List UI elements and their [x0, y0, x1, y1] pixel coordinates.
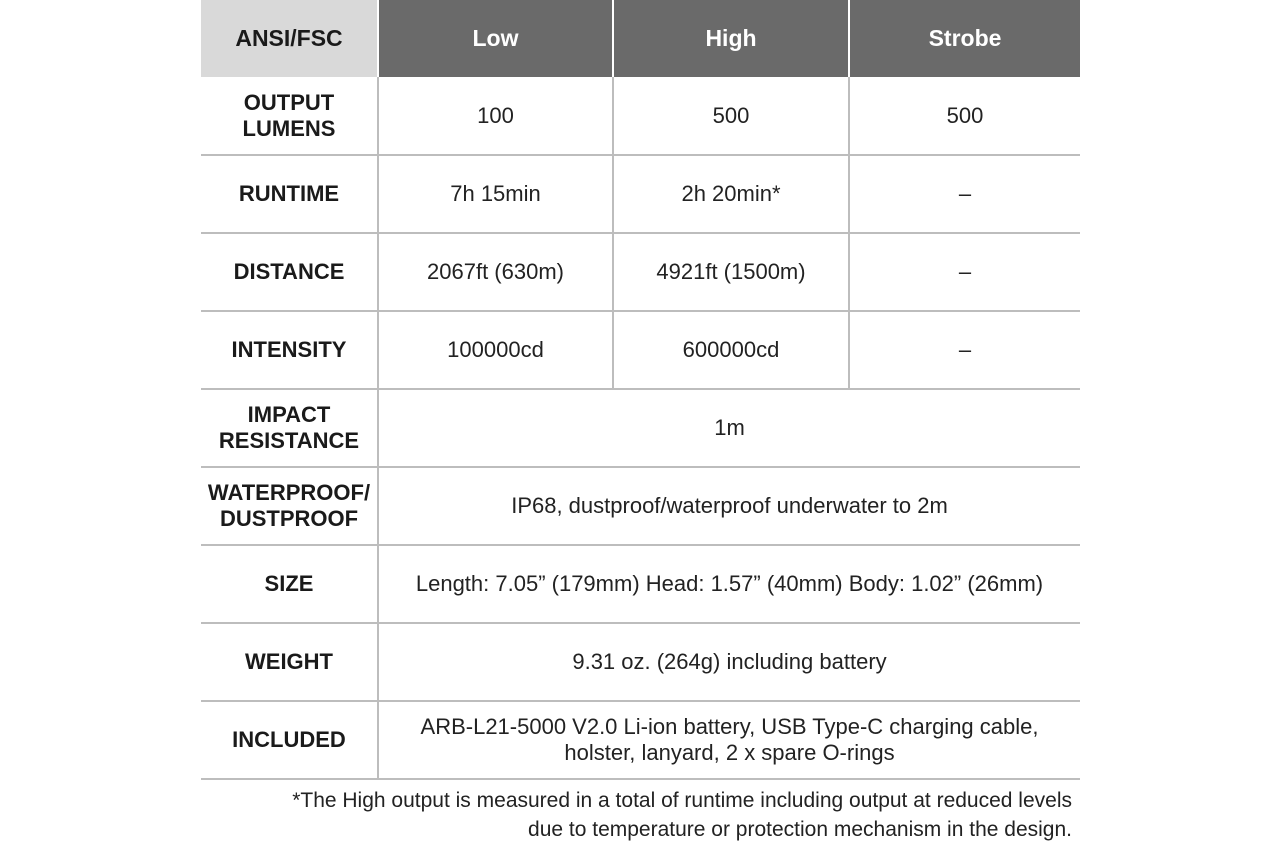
cell-low: 100000cd	[378, 311, 613, 389]
cell-low: 7h 15min	[378, 155, 613, 233]
row-runtime	[201, 155, 1080, 233]
row-label: WEIGHT	[201, 623, 378, 701]
row-label	[201, 77, 378, 155]
header-row	[201, 0, 1080, 77]
row-label: INCLUDED	[201, 701, 378, 779]
cell-low: 100	[378, 77, 613, 155]
cell-high: 600000cd	[613, 311, 849, 389]
row-output-lumens	[201, 77, 1080, 155]
cell-value: IP68, dustproof/waterproof underwater to 2m	[378, 467, 1080, 545]
cell-value	[378, 701, 1080, 779]
cell-value-line: ARB-L21-5000 V2.0 Li-ion battery, USB Type-C charging cable,	[420, 714, 1039, 739]
cell-strobe: 500	[849, 77, 1080, 155]
row-intensity	[201, 311, 1080, 389]
header-mode-low: Low	[378, 0, 613, 77]
footnote-line: *The High output is measured in a total of runtime including output at reduced levels	[292, 789, 1072, 812]
row-label-line: WATERPROOF/	[207, 480, 371, 505]
footnote-line: due to temperature or protection mechanism in the design.	[528, 818, 1072, 841]
row-label-line: IMPACT	[247, 402, 331, 427]
cell-value: 9.31 oz. (264g) including battery	[378, 623, 1080, 701]
cell-strobe: –	[849, 155, 1080, 233]
row-distance	[201, 233, 1080, 311]
row-label: RUNTIME	[201, 155, 378, 233]
row-included	[201, 701, 1080, 779]
cell-value: Length: 7.05” (179mm) Head: 1.57” (40mm) Body: 1.02” (26mm)	[378, 545, 1080, 623]
cell-high: 4921ft (1500m)	[613, 233, 849, 311]
row-label	[201, 389, 378, 467]
row-weight	[201, 623, 1080, 701]
row-label-line: OUTPUT	[243, 89, 335, 115]
footnote	[292, 786, 1072, 844]
header-mode-high: High	[613, 0, 849, 77]
row-label	[201, 467, 378, 545]
row-label-line: RESISTANCE	[218, 428, 360, 453]
spec-table	[201, 0, 1080, 780]
header-mode-strobe: Strobe	[849, 0, 1080, 77]
cell-low: 2067ft (630m)	[378, 233, 613, 311]
cell-high: 2h 20min*	[613, 155, 849, 233]
header-standard-label: ANSI/FSC	[201, 0, 378, 77]
row-label: INTENSITY	[201, 311, 378, 389]
row-impact-resistance	[201, 389, 1080, 467]
row-label: SIZE	[201, 545, 378, 623]
cell-high: 500	[613, 77, 849, 155]
row-label-line: DUSTPROOF	[219, 506, 359, 531]
cell-strobe: –	[849, 233, 1080, 311]
cell-strobe: –	[849, 311, 1080, 389]
cell-value: 1m	[378, 389, 1080, 467]
row-size	[201, 545, 1080, 623]
row-label-line: LUMENS	[242, 115, 336, 141]
row-waterproof-dustproof	[201, 467, 1080, 545]
row-label: DISTANCE	[201, 233, 378, 311]
cell-value-line: holster, lanyard, 2 x spare O-rings	[564, 740, 895, 765]
